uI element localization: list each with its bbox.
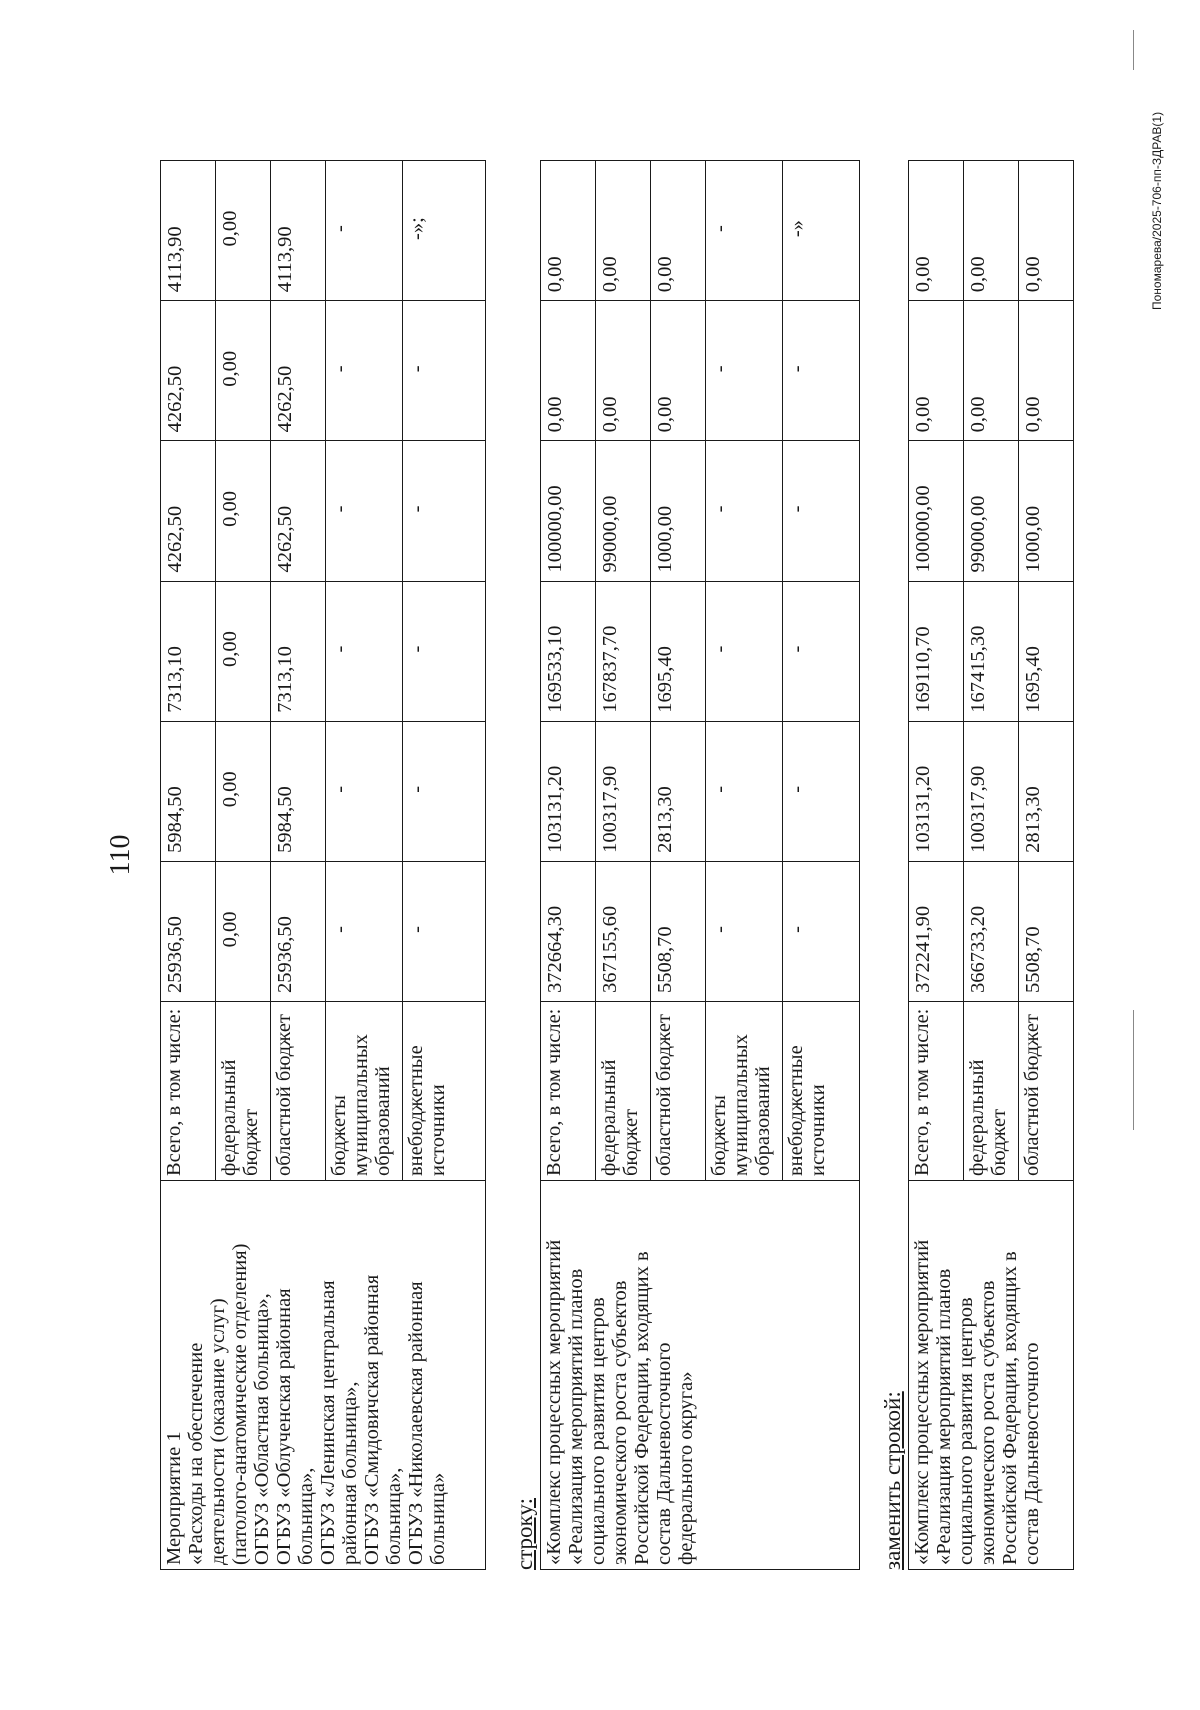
funding-source: бюджеты муниципальных образований: [706, 1002, 783, 1181]
value-cell: 100000,00: [909, 441, 964, 581]
table-row: [161, 161, 216, 1570]
value-cell: 0,00: [596, 161, 651, 301]
value-cell: -: [706, 161, 783, 301]
value-cell: -: [706, 441, 783, 581]
value-cell: 100317,90: [596, 721, 651, 861]
value-cell: 0,00: [216, 581, 271, 721]
value-cell: 0,00: [964, 301, 1019, 441]
value-cell: -: [403, 301, 486, 441]
value-cell: 7313,10: [161, 581, 216, 721]
margin-mark: [1133, 30, 1134, 70]
value-cell: -: [706, 861, 783, 1001]
funding-source: внебюджетные источники: [403, 1002, 486, 1181]
funding-source: Всего, в том числе:: [161, 1002, 216, 1181]
value-cell: 1000,00: [1019, 441, 1074, 581]
value-cell: 1695,40: [1019, 581, 1074, 721]
value-cell: 5508,70: [651, 861, 706, 1001]
funding-source: федеральный бюджет: [964, 1002, 1019, 1181]
value-cell: 0,00: [216, 861, 271, 1001]
measure-description: «Комплекс процессных мероприятий «Реализация мероприятий планов социального развития центров экономического роста субъектов Российской Федерации, входящих в состав Дальневосточного: [909, 1181, 1074, 1570]
measure-description: Мероприятие 1 «Расходы на обеспечение деятельности (оказание услуг) (патолого-анатомические отделения) ОГБУЗ «Областная больница», ОГБУЗ «Облученская районная больница», ОГБУЗ «Ленинская центральная районная больница», ОГБУЗ «Смидовичская районная больница», ОГБУЗ «Николаевская районная больница»: [161, 1181, 486, 1570]
value-cell: 0,00: [216, 721, 271, 861]
value-cell: -: [326, 301, 403, 441]
margin-mark: [1133, 1010, 1134, 1130]
funding-source: внебюджетные источники: [783, 1002, 860, 1181]
value-cell: 167415,30: [964, 581, 1019, 721]
value-cell: 100317,90: [964, 721, 1019, 861]
value-cell: 169110,70: [909, 581, 964, 721]
value-cell: 2813,30: [651, 721, 706, 861]
measure-description: «Комплекс процессных мероприятий «Реализация мероприятий планов социального развития центров экономического роста субъектов Российской Федерации, входящих в состав Дальневосточного федерального округа»: [541, 1181, 860, 1570]
value-cell: 25936,50: [271, 861, 326, 1001]
value-cell: 0,00: [651, 301, 706, 441]
value-cell: -: [783, 721, 860, 861]
funding-source: областной бюджет: [271, 1002, 326, 1181]
funding-source: Всего, в том числе:: [909, 1002, 964, 1181]
value-cell: 4262,50: [161, 301, 216, 441]
value-cell: 372664,30: [541, 861, 596, 1001]
funding-source: федеральный бюджет: [216, 1002, 271, 1181]
table-row: [909, 161, 964, 1570]
funding-source: федеральный бюджет: [596, 1002, 651, 1181]
section-prefix: строку:: [512, 1498, 537, 1570]
value-cell: 0,00: [541, 301, 596, 441]
value-cell: 99000,00: [964, 441, 1019, 581]
value-cell: -: [326, 861, 403, 1001]
value-cell: 99000,00: [596, 441, 651, 581]
funding-source: областной бюджет: [651, 1002, 706, 1181]
value-cell: 372241,90: [909, 861, 964, 1001]
value-cell: -»: [783, 161, 860, 301]
value-cell: 5508,70: [1019, 861, 1074, 1001]
value-cell: 0,00: [1019, 301, 1074, 441]
value-cell: 0,00: [909, 161, 964, 301]
value-cell: -: [783, 441, 860, 581]
value-cell: -: [403, 441, 486, 581]
value-cell: 0,00: [216, 301, 271, 441]
value-cell: 0,00: [909, 301, 964, 441]
value-cell: 0,00: [651, 161, 706, 301]
value-cell: -»;: [403, 161, 486, 301]
value-cell: 0,00: [216, 441, 271, 581]
funding-table-3: [908, 160, 1074, 1570]
value-cell: 0,00: [596, 301, 651, 441]
value-cell: 1000,00: [651, 441, 706, 581]
value-cell: 0,00: [216, 161, 271, 301]
value-cell: 4262,50: [161, 441, 216, 581]
section-prefix: заменить строкой:: [880, 1391, 905, 1570]
value-cell: 103131,20: [909, 721, 964, 861]
value-cell: 1695,40: [651, 581, 706, 721]
table-row: [541, 161, 596, 1570]
value-cell: -: [326, 441, 403, 581]
document-code: Пономарева/2025-706-пп-ЗДРАВ(1): [1150, 111, 1164, 310]
value-cell: -: [326, 581, 403, 721]
value-cell: 4113,90: [161, 161, 216, 301]
value-cell: -: [326, 721, 403, 861]
value-cell: 4262,50: [271, 441, 326, 581]
funding-source: бюджеты муниципальных образований: [326, 1002, 403, 1181]
value-cell: -: [706, 721, 783, 861]
value-cell: -: [403, 721, 486, 861]
funding-table-1: [160, 160, 486, 1570]
value-cell: 4113,90: [271, 161, 326, 301]
value-cell: -: [403, 861, 486, 1001]
value-cell: 5984,50: [271, 721, 326, 861]
value-cell: -: [403, 581, 486, 721]
funding-source: областной бюджет: [1019, 1002, 1074, 1181]
value-cell: 167837,70: [596, 581, 651, 721]
value-cell: -: [326, 161, 403, 301]
value-cell: 367155,60: [596, 861, 651, 1001]
value-cell: 0,00: [1019, 161, 1074, 301]
value-cell: -: [706, 581, 783, 721]
value-cell: 2813,30: [1019, 721, 1074, 861]
value-cell: 4262,50: [271, 301, 326, 441]
funding-table-2: [540, 160, 860, 1570]
page-number: 110: [105, 834, 136, 876]
value-cell: -: [783, 301, 860, 441]
value-cell: 100000,00: [541, 441, 596, 581]
funding-source: Всего, в том числе:: [541, 1002, 596, 1181]
value-cell: 5984,50: [161, 721, 216, 861]
value-cell: 25936,50: [161, 861, 216, 1001]
value-cell: -: [783, 861, 860, 1001]
value-cell: 7313,10: [271, 581, 326, 721]
value-cell: 0,00: [964, 161, 1019, 301]
value-cell: -: [783, 581, 860, 721]
value-cell: 103131,20: [541, 721, 596, 861]
value-cell: -: [706, 301, 783, 441]
value-cell: 366733,20: [964, 861, 1019, 1001]
value-cell: 0,00: [541, 161, 596, 301]
value-cell: 169533,10: [541, 581, 596, 721]
